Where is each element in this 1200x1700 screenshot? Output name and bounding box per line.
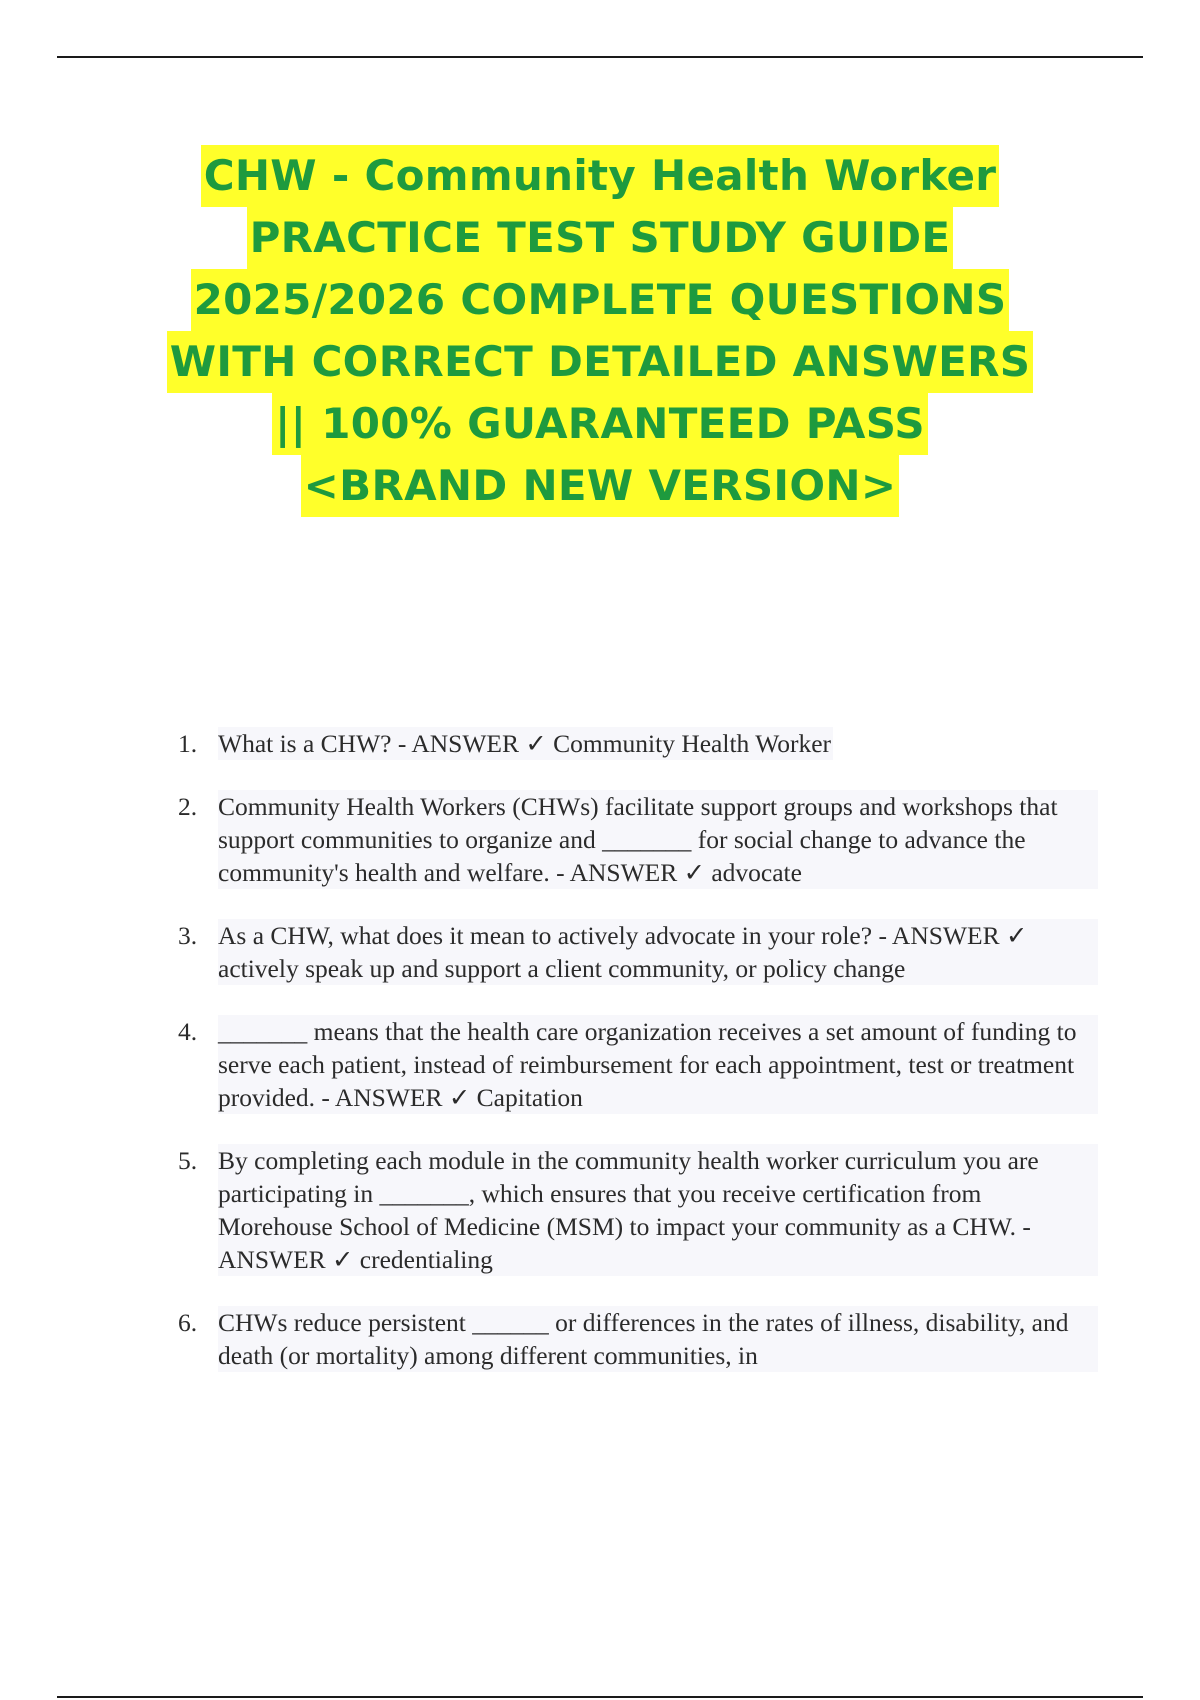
question-text: Community Health Workers (CHWs) facilitate support groups and workshops that support communities to organize and _______ for social change to advance the community's health and welfare. - ANSWER ✓ advocate xyxy=(218,790,1098,889)
question-number: 6. xyxy=(178,1308,198,1337)
title-line-2: PRACTICE TEST STUDY GUIDE xyxy=(247,207,954,269)
question-number: 4. xyxy=(178,1017,198,1046)
question-text: CHWs reduce persistent ______ or differences in the rates of illness, disability, and death (or mortality) among different communities, in xyxy=(218,1306,1098,1372)
list-item xyxy=(178,919,1098,985)
title-line-1: CHW - Community Health Worker xyxy=(201,145,1000,207)
question-text: By completing each module in the community health worker curriculum you are participating in _______, which ensures that you receive certification from Morehouse School of Medicine (MSM) to impact your community as a CHW. - ANSWER ✓ credentialing xyxy=(218,1144,1098,1276)
title-line-5: || 100% GUARANTEED PASS xyxy=(272,393,928,455)
question-number: 2. xyxy=(178,792,198,821)
list-item xyxy=(178,1015,1098,1114)
question-list xyxy=(178,727,1098,1402)
list-item xyxy=(178,727,1098,760)
title-line-6: <BRAND NEW VERSION> xyxy=(301,455,900,517)
question-number: 5. xyxy=(178,1146,198,1175)
list-item xyxy=(178,1306,1098,1372)
header-rule xyxy=(57,56,1143,58)
title-line-3: 2025/2026 COMPLETE QUESTIONS xyxy=(191,269,1010,331)
list-item xyxy=(178,790,1098,889)
question-number: 1. xyxy=(178,729,198,758)
title-line-4: WITH CORRECT DETAILED ANSWERS xyxy=(167,331,1034,393)
footer-rule xyxy=(57,1696,1143,1698)
list-item xyxy=(178,1144,1098,1276)
question-text: _______ means that the health care organization receives a set amount of funding to serve each patient, instead of reimbursement for each appointment, test or treatment provided. - ANSWER ✓ Capitation xyxy=(218,1015,1098,1114)
question-text: As a CHW, what does it mean to actively advocate in your role? - ANSWER ✓ actively speak up and support a client community, or policy change xyxy=(218,919,1098,985)
question-number: 3. xyxy=(178,921,198,950)
document-title xyxy=(0,145,1200,517)
question-text: What is a CHW? - ANSWER ✓ Community Health Worker xyxy=(218,729,832,758)
